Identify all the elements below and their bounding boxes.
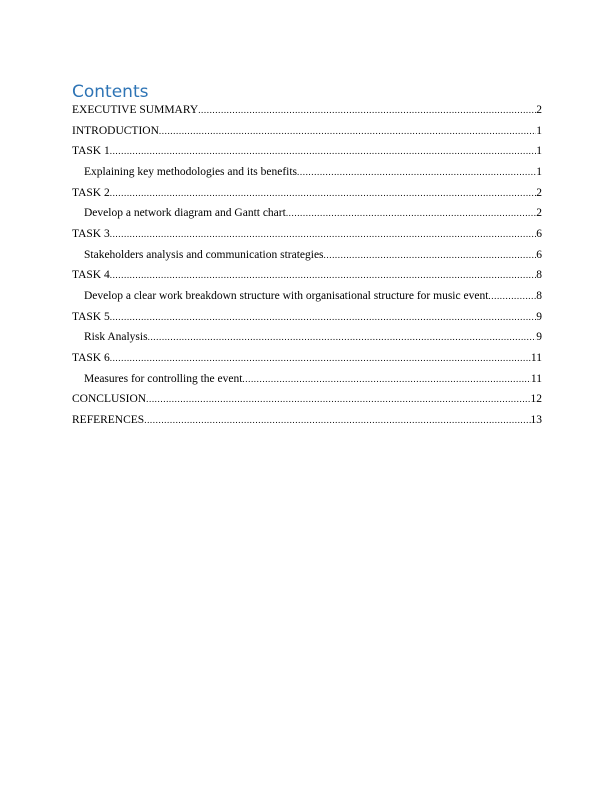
toc-entry-page-number: 6 [536, 227, 542, 240]
toc-entry-title[interactable]: Measures for controlling the event [84, 372, 243, 385]
toc-entry-title[interactable]: TASK 1 [72, 145, 110, 158]
toc-entry[interactable] [72, 389, 542, 410]
toc-entry-title[interactable]: TASK 4 [72, 269, 110, 282]
toc-entry[interactable] [72, 410, 542, 431]
toc-entry-page-number: 6 [536, 248, 542, 261]
toc-entry-title[interactable]: REFERENCES [72, 413, 145, 426]
toc-entry[interactable] [72, 286, 542, 307]
toc-entry-page-number: 1 [536, 145, 542, 158]
toc-dot-leader [110, 183, 537, 204]
toc-entry[interactable] [72, 307, 542, 328]
toc-dot-leader [144, 410, 530, 431]
toc-dot-leader [110, 307, 537, 328]
toc-heading: Contents [72, 82, 149, 102]
toc-dot-leader [242, 369, 531, 390]
toc-entry[interactable] [72, 224, 542, 245]
table-of-contents [72, 100, 542, 431]
toc-entry-title[interactable]: EXECUTIVE SUMMARY [72, 104, 199, 116]
toc-dot-leader [110, 265, 537, 286]
toc-entry-title[interactable]: Develop a clear work breakdown structure with organisational structure for music event [84, 289, 489, 302]
toc-entry-page-number: 8 [536, 269, 542, 282]
toc-dot-leader [324, 245, 537, 266]
toc-dot-leader [297, 162, 536, 183]
toc-entry-page-number: 13 [530, 413, 542, 426]
toc-dot-leader [110, 348, 531, 369]
toc-entry-page-number: 9 [536, 331, 542, 344]
toc-entry[interactable] [72, 348, 542, 369]
toc-entry-page-number: 11 [530, 351, 542, 364]
toc-entry[interactable] [72, 121, 542, 142]
toc-entry-page-number: 2 [536, 104, 542, 116]
toc-entry[interactable] [72, 141, 542, 162]
toc-dot-leader [286, 203, 536, 224]
toc-entry-page-number: 1 [536, 165, 542, 178]
toc-dot-leader [110, 224, 537, 245]
toc-entry-page-number: 9 [536, 310, 542, 323]
toc-entry-title[interactable]: Risk Analysis [84, 331, 148, 344]
toc-entry[interactable] [72, 265, 542, 286]
toc-entry[interactable] [72, 327, 542, 348]
toc-dot-leader [110, 141, 537, 162]
toc-entry-title[interactable]: INTRODUCTION [72, 124, 159, 137]
toc-entry[interactable] [72, 100, 542, 121]
toc-entry-page-number: 2 [536, 207, 542, 220]
toc-entry-page-number: 2 [536, 186, 542, 199]
toc-entry-page-number: 1 [536, 124, 542, 137]
toc-entry-title[interactable]: TASK 5 [72, 310, 110, 323]
toc-entry-page-number: 12 [530, 393, 542, 406]
toc-dot-leader [198, 100, 536, 121]
toc-dot-leader [488, 286, 536, 307]
toc-entry-title[interactable]: TASK 6 [72, 351, 110, 364]
toc-entry-title[interactable]: CONCLUSION [72, 393, 147, 406]
toc-dot-leader [148, 327, 537, 348]
toc-entry-title[interactable]: Stakeholders analysis and communication strategies [84, 248, 324, 261]
toc-entry[interactable] [72, 162, 542, 183]
toc-entry[interactable] [72, 245, 542, 266]
toc-entry[interactable] [72, 183, 542, 204]
toc-entry-title[interactable]: TASK 3 [72, 227, 110, 240]
toc-entry-page-number: 11 [530, 372, 542, 385]
toc-entry[interactable] [72, 369, 542, 390]
toc-dot-leader [146, 389, 530, 410]
toc-entry-title[interactable]: Explaining key methodologies and its benefits [84, 165, 298, 178]
toc-entry-title[interactable]: Develop a network diagram and Gantt chart [84, 207, 286, 220]
toc-dot-leader [159, 121, 536, 142]
toc-entry[interactable] [72, 203, 542, 224]
toc-entry-page-number: 8 [536, 289, 542, 302]
toc-entry-title[interactable]: TASK 2 [72, 186, 110, 199]
